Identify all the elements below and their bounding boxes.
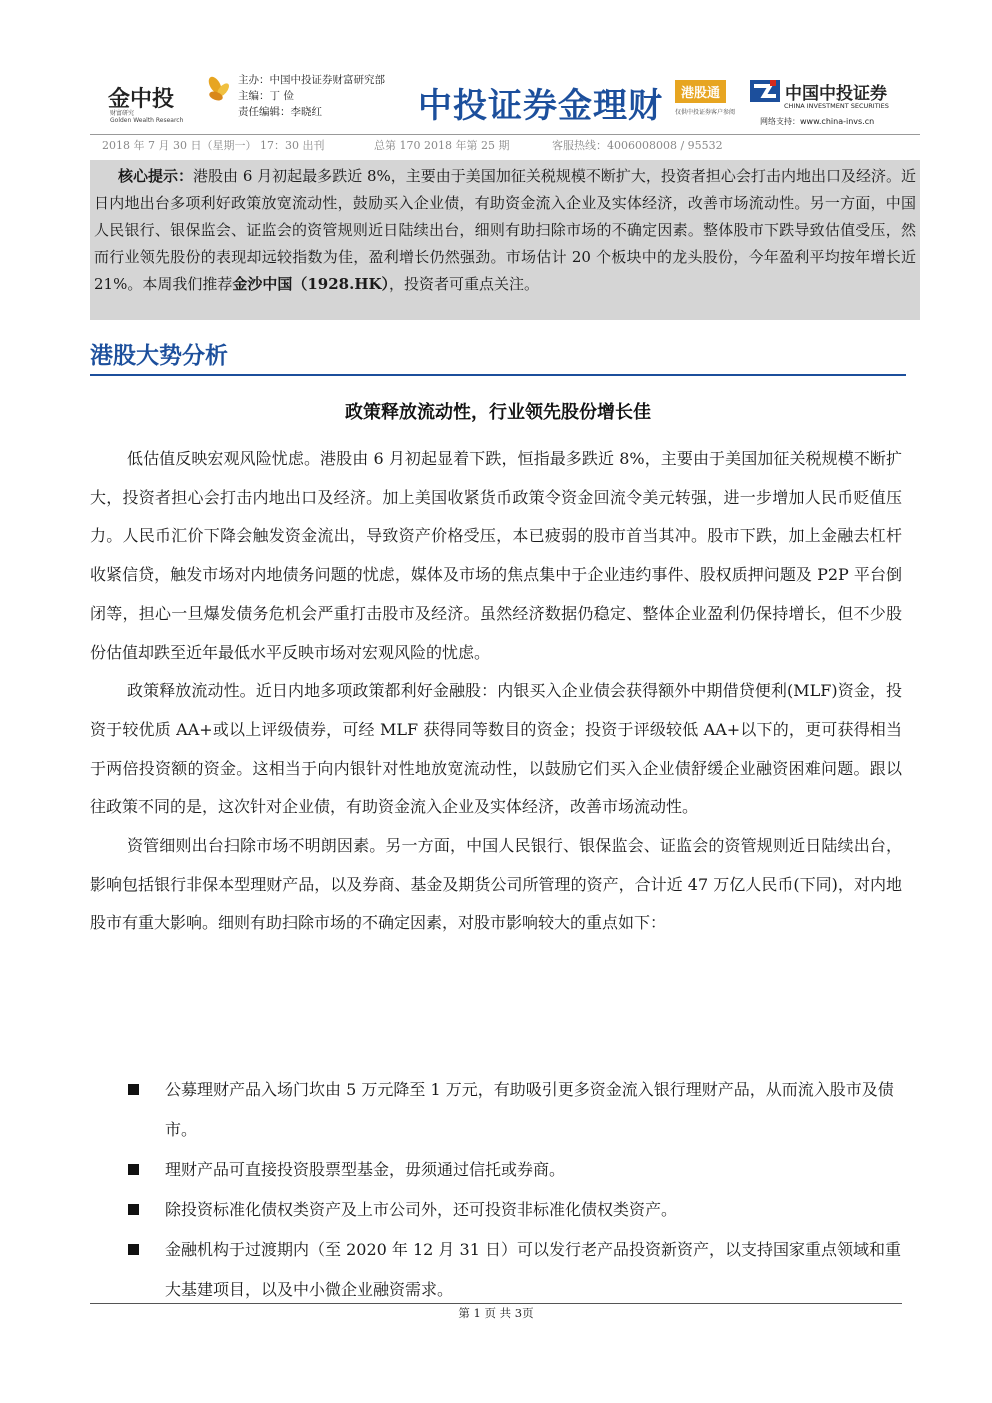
square-bullet-icon: [128, 1244, 139, 1255]
list-item: 除投资标准化债权类资产及上市公司外，还可投资非标准化债权类资产。: [128, 1190, 902, 1230]
duty-editor-line: 责任编辑：李晓红: [238, 106, 322, 118]
sponsor-line: 主办：中国中投证券财富研究部: [238, 74, 385, 86]
cis-name: 中国中投证券: [785, 83, 887, 104]
cis-website: 网络支持：www.china-invs.cn: [760, 117, 875, 126]
square-bullet-icon: [128, 1084, 139, 1095]
paragraph: 政策释放流动性。近日内地多项政策都利好金融股：内银买入企业债会获得额外中期借贷便利(MLF)资金，投资于较优质 AA+或以上评级债券，可经 MLF 获得同等数目的资金；投资于评级较低 AA+以下的，更可获得相当于两倍投资额的资金。这相当于向内银针对性地放宽流动性，以鼓励它们买入企业债舒缓企业融资困难问题。跟以往政策不同的是，这次针对企业债，有助资金流入企业及实体经济，改善市场流动性。: [90, 681, 902, 817]
masthead: [90, 60, 902, 130]
recommended-stock: 金沙中国（1928.HK）: [232, 275, 390, 293]
list-item: 金融机构于过渡期内（至 2020 年 12 月 31 日）可以发行老产品投资新资产，以支持国家重点领域和重大基建项目，以及中小微企业融资需求。: [128, 1230, 902, 1310]
cis-emblem-icon: [750, 78, 780, 104]
paragraph: 低估值反映宏观风险忧虑。港股由 6 月初起显着下跌，恒指最多跌近 8%，主要由于美国加征关税规模不断扩大，投资者担心会打击内地出口及经济。加上美国收紧货币政策令资金回流令美元转强，进一步增加人民币贬值压力。人民币汇价下降会触发资金流出，导致资产价格受压，本已疲弱的股市首当其冲。股市下跌，加上金融去杠杆收紧信贷，触发市场对内地债务问题的忧虑，媒体及市场的焦点集中于企业违约事件、股权质押问题及 P2P 平台倒闭等，担心一旦爆发债务危机会严重打击股市及经济。虽然经济数据仍稳定、整体企业盈利仍保持增长，但不少股份估值却跌至近年最低水平反映市场对宏观风险的忧虑。: [90, 449, 902, 662]
list-item: 公募理财产品入场门坎由 5 万元降至 1 万元，有助吸引更多资金流入银行理财产品，从而流入股市及债市。: [128, 1070, 902, 1150]
issue-info-bar: [90, 134, 920, 157]
publication-brand: 中投证券金理财: [418, 86, 663, 126]
key-points-list: [128, 1070, 902, 1310]
summary-label: 核心提示：: [118, 167, 194, 185]
summary-text-end: ，投资者可重点关注。: [389, 275, 540, 293]
article-body: [90, 440, 902, 943]
square-bullet-icon: [128, 1204, 139, 1215]
hkt-subtitle: 仅供中投证券客户参阅: [675, 109, 736, 116]
list-item: 理财产品可直接投资股票型基金，毋须通过信托或券商。: [128, 1150, 902, 1190]
jinzhongtou-logo: [108, 72, 238, 122]
logo-text: 金中投: [108, 87, 175, 112]
square-bullet-icon: [128, 1164, 139, 1175]
page-number: 第 1 页 共 3页: [458, 1306, 534, 1320]
leaf-logo-icon: [203, 76, 233, 106]
core-summary-box: [90, 160, 920, 320]
article-title: 政策释放流动性，行业领先股份增长佳: [345, 402, 651, 423]
logo-subtitle: 财富研究 Golden Wealth Research: [110, 110, 184, 124]
service-hotline: 客服热线：4006008008 / 95532: [552, 139, 723, 152]
hkt-badge: [675, 80, 735, 116]
hkt-label: 港股通: [675, 80, 726, 103]
section-heading: [90, 338, 906, 376]
chief-editor-line: 主编：丁 俭: [238, 90, 294, 102]
cis-logo: [750, 78, 902, 127]
summary-text: 港股由 6 月初起最多跌近 8%，主要由于美国加征关税规模不断扩大，投资者担心会打击内地出口及经济。近日内地出台多项利好政策放宽流动性，鼓励买入企业债，有助资金流入企业及实体经济，改善市场流动性。另一方面，中国人民银行、银保监会、证监会的资管规则近日陆续出台，细则有助扫除市场的不确定因素。整体股市下跌导致估值受压，然而行业领先股份的表现却远较指数为佳，盈利增长仍然强劲。市场估计 20 个板块中的龙头股份，今年盈利平均按年增长近 21%。本周我们推荐: [94, 167, 916, 293]
cis-english-name: CHINA INVESTMENT SECURITIES: [784, 102, 889, 110]
editorial-credits: [238, 72, 385, 120]
footer-divider: [90, 1303, 902, 1304]
issue-date: 2018 年 7 月 30 日（星期一） 17：30 出刊: [102, 139, 325, 152]
paragraph: 资管细则出台扫除市场不明朗因素。另一方面，中国人民银行、银保监会、证监会的资管规则近日陆续出台，影响包括银行非保本型理财产品，以及券商、基金及期货公司所管理的资产，合计近 47 万亿人民币(下同)，对内地股市有重大影响。细则有助扫除市场的不确定因素，对股市影响较大的重点如下：: [90, 836, 902, 933]
section-title: 港股大势分析: [90, 343, 228, 369]
issue-number: 总第 170 2018 年第 25 期: [374, 139, 510, 152]
